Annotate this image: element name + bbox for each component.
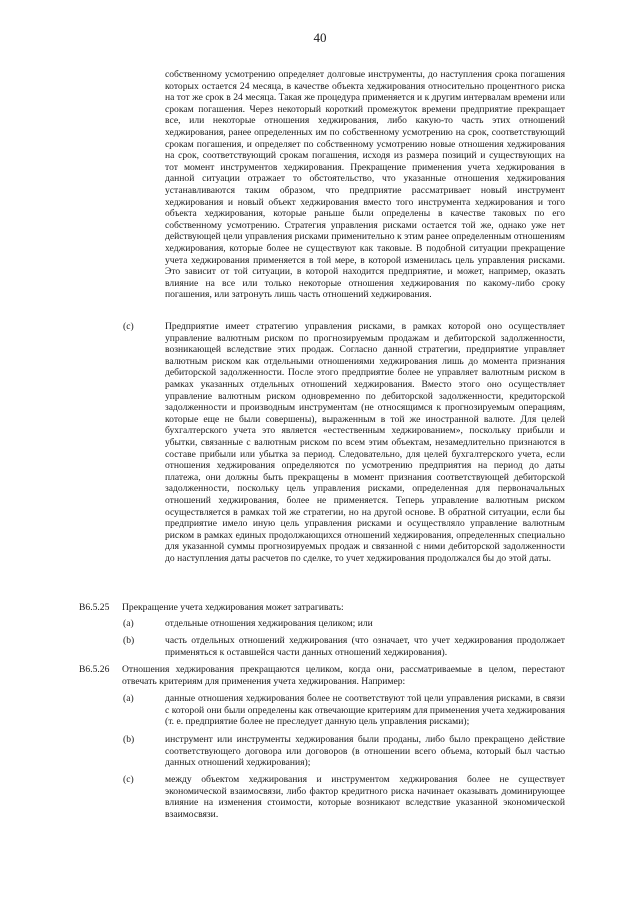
b6526-item-b-marker: (b) [123, 734, 135, 745]
section-b6526-number: B6.5.26 [79, 664, 110, 675]
section-b6525-number: B6.5.25 [79, 602, 110, 613]
item-c-marker: (c) [123, 321, 134, 332]
b6526-item-b-text: инструмент или инструменты хеджирования были проданы, либо было прекращено действие соответствующего договора или договоров (в отношении всего объема, который был частью данных отношений хеджирования); [165, 734, 565, 769]
b6525-item-a-marker: (a) [123, 618, 134, 629]
b6526-item-c-marker: (c) [123, 774, 134, 785]
b6525-item-b-marker: (b) [123, 635, 135, 646]
b6526-item-c-text: между объектом хеджирования и инструментом хеджирования более не существует экономической взаимосвязи, либо фактор кредитного риска начинает оказывать доминирующее влияние на изменения стоимости, которые возникают вследствие указанной экономической взаимосвязи. [165, 774, 565, 820]
section-b6526-heading: Отношения хеджирования прекращаются целиком, когда они, рассматриваемые в целом, перестают отвечать критериям для применения учета хеджирования. Например: [122, 664, 565, 687]
b6526-item-a-text: данные отношения хеджирования более не соответствуют той цели управления рисками, в связи с которой они были определены как отвечающие критериям для применения учета хеджирования (т. е. предприятие более не преследует данную цель управления рисками); [165, 693, 565, 728]
b6525-item-b-text: часть отдельных отношений хеджирования (что означает, что учет хеджирования продолжает применяться к оставшейся части данных отношений хеджирования). [165, 635, 565, 658]
b6525-item-a-text: отдельные отношения хеджирования целиком; или [165, 618, 373, 629]
b6526-item-a-marker: (a) [123, 693, 134, 704]
intro-paragraph: собственному усмотрению определяет долговые инструменты, до наступления срока погашения которых остается 24 месяца, в качестве объекта хеджирования относительно процентного риска на тот же срок в 24 месяца. Такая же процедура применяется и к другим интервалам времени или срокам погашения. Через некоторый короткий промежуток времени предприятие прекращает все, или некоторые отношения хеджирования, либо какую-то часть этих отношений хеджирования, ранее определенных им по собственному усмотрению на срок, соответствующий срокам погашения, и определяет по собственному усмотрению новые отношения хеджирования на срок, соответствующий срокам погашения, исходя из размера позиций и существующих на тот момент инструментов хеджирования. Прекращение применения учета хеджирования в данной ситуации отражает то обстоятельство, что указанные отношения хеджирования устанавливаются таким образом, что предприятие рассматривает новый инструмент хеджирования и новый объект хеджирования вместо того инструмента хеджирования и того объекта хеджирования, которые раньше были определены в качестве таковых по его собственному усмотрению. Стратегия управления рисками остается той же, однако уже нет действующей цели управления рисками применительно к этим ранее определенным отношениям хеджирования, которые более не существуют как таковые. В подобной ситуации прекращение учета хеджирования применяется в той мере, в которой изменилась цель управления рисками. Это зависит от той ситуации, в которой находится предприятие, и может, например, оказать влияние на все или только некоторые отношения хеджирования по какому-либо сроку погашения, или затронуть лишь часть отношений хеджирования. [165, 69, 565, 301]
page-number: 40 [313, 30, 327, 45]
item-c-text: Предприятие имеет стратегию управления рисками, в рамках которой оно осуществляет управление валютным риском по прогнозируемым продажам и дебиторской задолженности, возникающей вследствие этих продаж. Согласно данной стратегии, предприятие управляет валютным риском как отдельными отношениями хеджирования лишь до момента признания дебиторской задолженности. После этого предприятие более не управляет валютным риском в рамках указанных отдельных отношений хеджирования. Вместо этого оно осуществляет управление валютным риском одновременно по дебиторской задолженности, кредиторской задолженности и производным инструментам (не относящимся к прогнозируемым операциям, которые еще не были совершены), выраженным в той же иностранной валюте. Для целей бухгалтерского учета это является «естественным хеджированием», поскольку прибыли и убытки, связанные с валютным риском по всем этим объектам, незамедлительно признаются в составе прибыли или убытка за период. Следовательно, для целей бухгалтерского учета, если отношения хеджирования определяются по усмотрению предприятия на период до даты платежа, они должны быть прекращены в момент признания соответствующей дебиторской задолженности, поскольку цель управления рисками, определенная для первоначальных отношений хеджирования, более не применяется. Теперь управление валютным риском осуществляется в рамках той же стратегии, но на другой основе. В обратной ситуации, если бы предприятие имело иную цель управления рисками и осуществляло управление валютным риском в рамках единых продолжающихся отношений хеджирования, определенных специально для указанной суммы прогнозируемых продаж и связанной с ними дебиторской задолженности до наступления даты расчетов по сделке, то учет хеджирования продолжался бы до этой даты. [165, 321, 565, 564]
section-b6525-heading: Прекращение учета хеджирования может затрагивать: [122, 602, 344, 613]
